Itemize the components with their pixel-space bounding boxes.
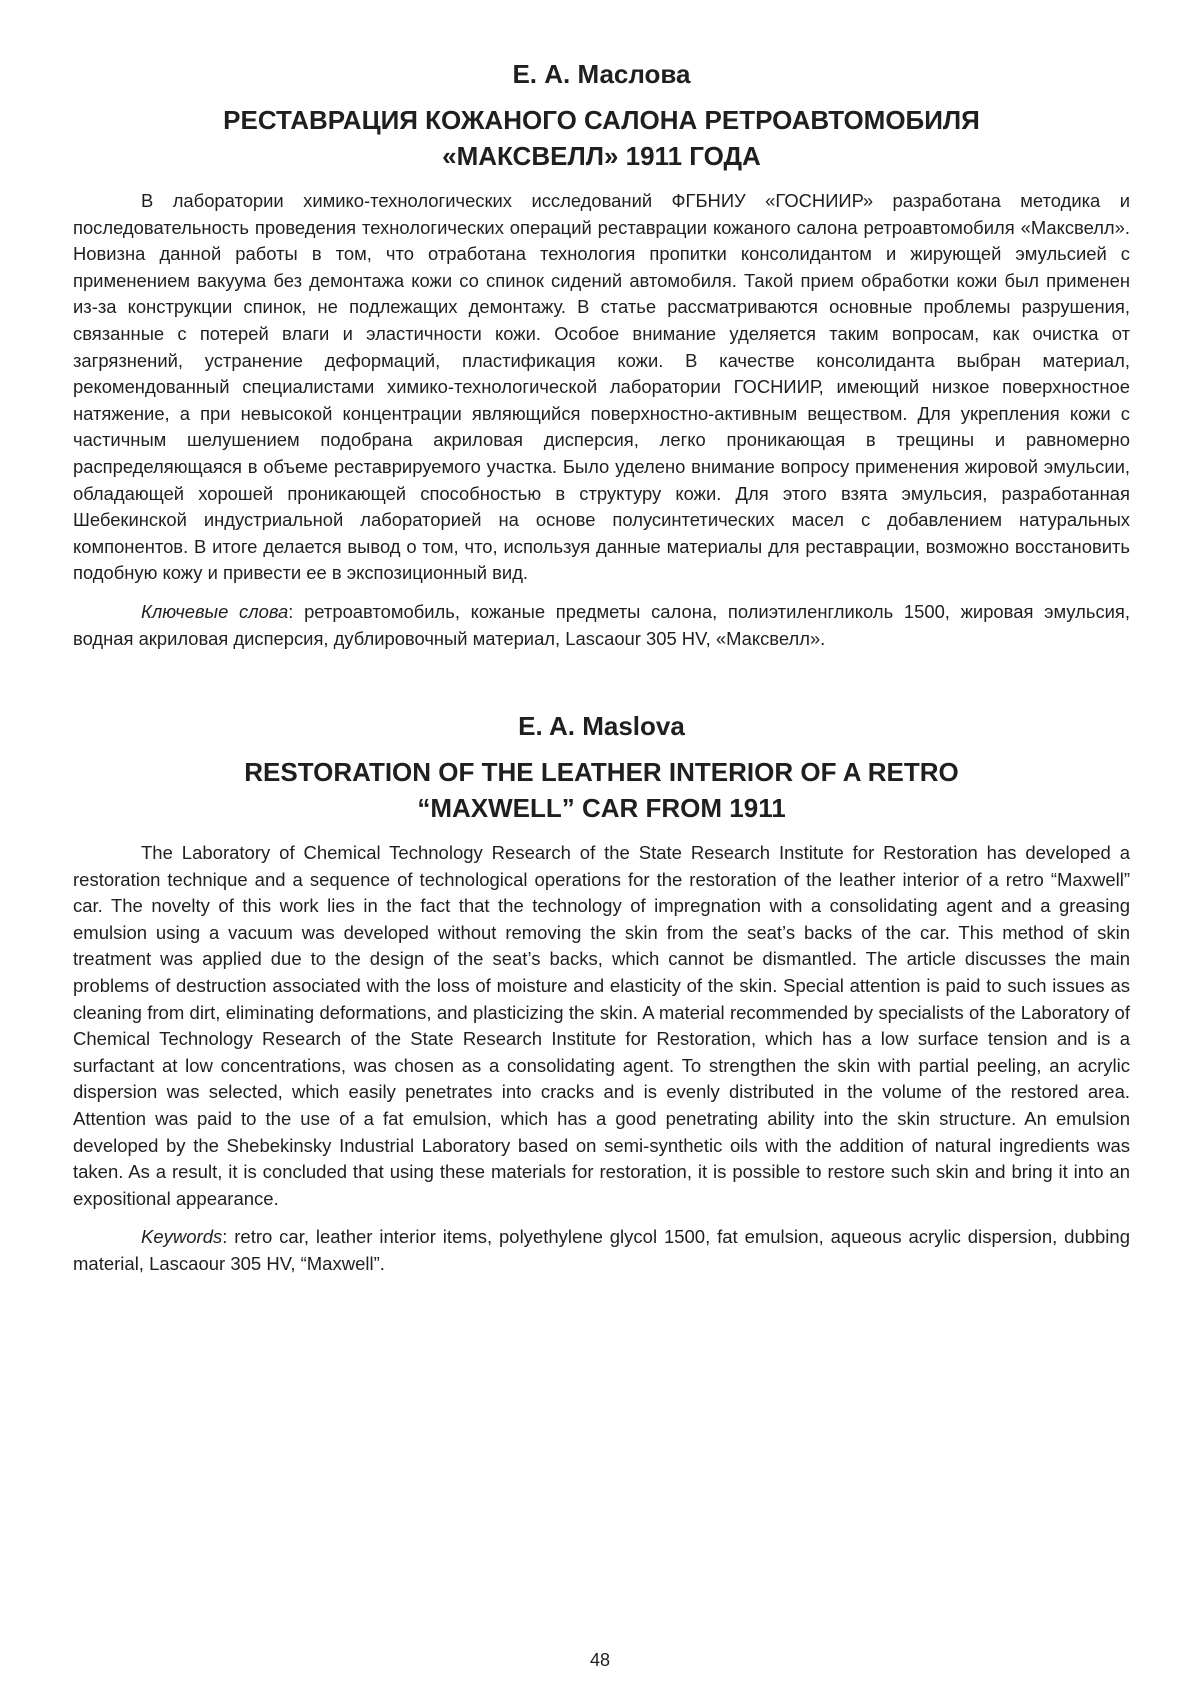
article-page <box>73 58 1130 1278</box>
keywords-label-ru: Ключевые слова <box>141 600 289 622</box>
abstract-ru: В лаборатории химико-технологических исследований ФГБНИУ «ГОСНИИР» разработана методика и последовательность проведения технологических операций реставрации кожаного салона ретроавтомобиля «Максвелл». Новизна данной работы в том, что отработана технология пропитки консолидантом и жирующей эмульсией с применением вакуума без демонтажа кожи со спинок сидений автомобиля. Такой прием обработки кожи был применен из-за конструкции спинок, не подлежащих демонтажу. В статье рассматриваются основные проблемы разрушения, связанные с потерей влаги и эластичности кожи. Особое внимание уделяется таким вопросам, как очистка от загрязнений, устранение деформаций, пластификация кожи. В качестве консолиданта выбран материал, рекомендованный специалистами химико-технологической лаборатории ГОСНИИР, имеющий низкое поверхностное натяжение, а при невысокой концентрации являющийся поверхностно-активным веществом. Для укрепления кожи с частичным шелушением подобрана акриловая дисперсия, легко проникающая в трещины и равномерно распределяющаяся в объеме реставрируемого участка. Было уделено внимание вопросу применения жировой эмульсии, обладающей хорошей проникающей способностью в структуру кожи. Для этого взята эмульсия, разработанная Шебекинской индустриальной лабораторией на основе полусинтетических масел с добавлением натуральных компонентов. В итоге делается вывод о том, что, используя данные материалы для реставрации, возможно восстановить подобную кожу и привести ее в экспозиционный вид. <box>73 190 1130 584</box>
article-title-ru <box>73 102 1130 174</box>
article-title-en <box>73 754 1130 826</box>
author-name-en: E. A. Maslova <box>518 711 685 742</box>
title-line-2-ru: «МАКСВЕЛЛ» 1911 ГОДА <box>442 141 761 171</box>
keywords-text-en: : retro car, leather interior items, polyethylene glycol 1500, fat emulsion, aqueous acrylic dispersion, dubbing material, Lascaour 305 HV, “Maxwell”. <box>73 1226 1130 1274</box>
russian-section <box>73 58 1130 652</box>
keywords-text-ru: : ретроавтомобиль, кожаные предметы салона, полиэтиленгликоль 1500, жировая эмульсия, водная акриловая дисперсия, дублировочный материал, Lascaour 305 HV, «Максвелл». <box>73 600 1130 649</box>
english-section <box>73 710 1130 1278</box>
keywords-ru <box>73 599 1130 652</box>
page-number: 48 <box>589 1650 611 1670</box>
title-line-1-ru: РЕСТАВРАЦИЯ КОЖАНОГО САЛОНА РЕТРОАВТОМОБИЛЯ <box>223 105 980 135</box>
title-line-1-en: RESTORATION OF THE LEATHER INTERIOR OF A RETRO <box>244 757 959 788</box>
keywords-en <box>73 1224 1130 1277</box>
abstract-en: The Laboratory of Chemical Technology Research of the State Research Institute for Restoration has developed a restoration technique and a sequence of technological operations for the restoration of the leather interior of a retro “Maxwell” car. The novelty of this work lies in the fact that the technology of impregnation with a consolidating agent and a greasing emulsion using a vacuum was developed without removing the skin from the seat’s backs of the car. This method of skin treatment was applied due to the design of the seat’s backs, which cannot be dismantled. The article discusses the main problems of destruction associated with the loss of moisture and elasticity of the skin. Special attention is paid to such issues as cleaning from dirt, eliminating deformations, and plasticizing the skin. A material recommended by specialists of the Laboratory of Chemical Technology Research of the State Research Institute for Restoration, which has a low surface tension and is a surfactant at low concentrations, was chosen as a consolidating agent. To strengthen the skin with partial peeling, an acrylic dispersion was selected, which easily penetrates into cracks and is evenly distributed in the volume of the restored area. Attention was paid to the use of a fat emulsion, which has a good penetrating ability into the skin structure. An emulsion developed by the Shebekinsky Industrial Laboratory based on semi-synthetic oils with the addition of natural ingredients was taken. As a result, it is concluded that using these materials for restoration, it is possible to restore such skin and bring it into an expositional appearance. <box>73 842 1130 1209</box>
author-name-ru: Е. А. Маслова <box>512 59 691 89</box>
title-line-2-en: “MAXWELL” CAR FROM 1911 <box>417 793 786 824</box>
keywords-label-en: Keywords <box>141 1226 223 1248</box>
